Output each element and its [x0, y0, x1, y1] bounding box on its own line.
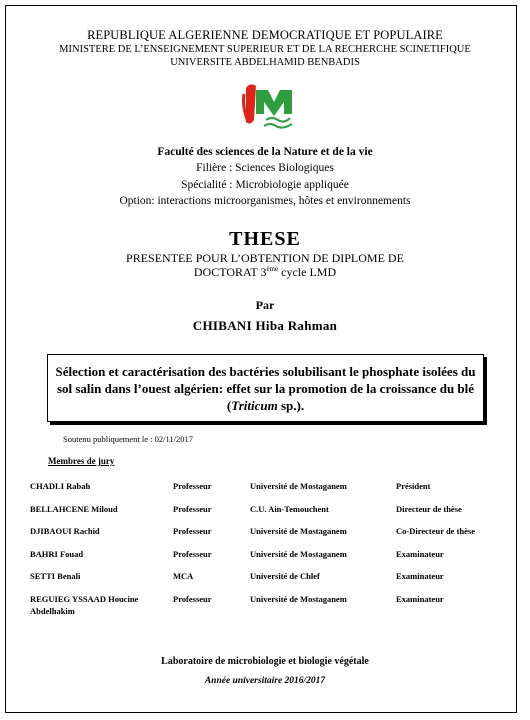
jury-row	[30, 594, 510, 617]
defense-date: Soutenu publiquement le : 02/11/2017	[63, 434, 194, 444]
university-logo-icon	[240, 76, 298, 134]
jury-row	[30, 549, 510, 572]
par-label: Par	[255, 298, 275, 312]
universite-heading: UNIVERSITE ABDELHAMID BENBADIS	[170, 57, 360, 68]
jury-row	[30, 571, 510, 594]
jury-row	[30, 504, 510, 527]
specialite: Spécialité : Microbiologie appliquée	[181, 179, 349, 191]
jury-name: SETTI Benali	[30, 571, 81, 581]
jury-grade: Professeur	[173, 526, 212, 536]
jury-role: Examinateur	[396, 593, 444, 604]
jury-institution: Université de Mostaganem	[250, 526, 347, 536]
presentee-line2	[0, 265, 530, 280]
jury-role: Examinateur	[396, 571, 444, 581]
thesis-title	[54, 363, 477, 414]
jury-institution: Université de Mostaganem	[250, 481, 347, 491]
jury-role: Directeur de thèse	[396, 503, 462, 514]
jury-grade: Professeur	[173, 593, 212, 604]
filiere: Filière : Sciences Biologiques	[196, 162, 334, 174]
thesis-title-part2: sp.).	[277, 397, 305, 413]
jury-grade: Professeur	[173, 548, 212, 559]
academic-year: Année universitaire 2016/2017	[204, 676, 326, 686]
cycle-text: cycle LMD	[278, 265, 337, 279]
jury-row	[30, 526, 510, 549]
jury-grade: MCA	[173, 571, 194, 581]
jury-name: DJIBAOUI Rachid	[30, 526, 100, 536]
jury-name: REGUIEG YSSAAD Houcine	[30, 593, 139, 604]
jury-table	[30, 481, 510, 616]
ministere-heading: MINISTERE DE L’ENSEIGNEMENT SUPERIEUR ET DE LA RECHERCHE SCINETIFIQUE	[59, 44, 471, 55]
jury-institution: Université de Mostaganem	[250, 593, 347, 604]
doctorat-text: DOCTORAT 3	[193, 265, 267, 279]
republique-heading: REPUBLIQUE ALGERIENNE DEMOCRATIQUE ET POPULAIRE	[87, 28, 443, 42]
jury-name: CHADLI Rabah	[30, 481, 91, 491]
jury-institution: Université de Chlef	[250, 571, 320, 581]
jury-role: Co-Directeur de thèse	[396, 526, 475, 536]
jury-institution: Université de Mostaganem	[250, 548, 347, 559]
thesis-title-part1: Sélection et caractérisation des bactéries solubilisant le phosphate isolées du sol salin dans l’ouest algérien: effet sur la promotion de la croissance du blé (	[55, 363, 476, 413]
jury-role: Examinateur	[396, 548, 444, 559]
faculty-name: Faculté des sciences de la Nature et de la vie	[157, 146, 373, 158]
jury-name-continued: Abdelhakim	[30, 605, 75, 616]
jury-grade: Professeur	[173, 481, 212, 491]
cycle-superscript: ème	[266, 265, 279, 273]
laboratory-name: Laboratoire de microbiologie et biologie végétale	[161, 656, 369, 667]
author-name: CHIBANI Hiba Rahman	[192, 318, 338, 333]
jury-name: BAHRI Fouad	[30, 548, 84, 559]
jury-name: BELLAHCENE Miloud	[30, 503, 118, 514]
presentee-line1: PRESENTEE POUR L’OBTENTION DE DIPLOME DE	[126, 251, 404, 265]
jury-grade: Professeur	[173, 503, 212, 514]
thesis-title-box	[47, 354, 484, 422]
jury-row	[30, 481, 510, 504]
thesis-title-italic: Triticum	[231, 397, 278, 413]
jury-heading: Membres de jury	[48, 456, 115, 466]
option: Option: interactions microorganismes, hôtes et environnements	[119, 195, 411, 207]
jury-institution: C.U. Ain-Temouchent	[250, 503, 329, 514]
jury-role: Président	[396, 481, 431, 491]
these-title: THESE	[229, 228, 301, 250]
